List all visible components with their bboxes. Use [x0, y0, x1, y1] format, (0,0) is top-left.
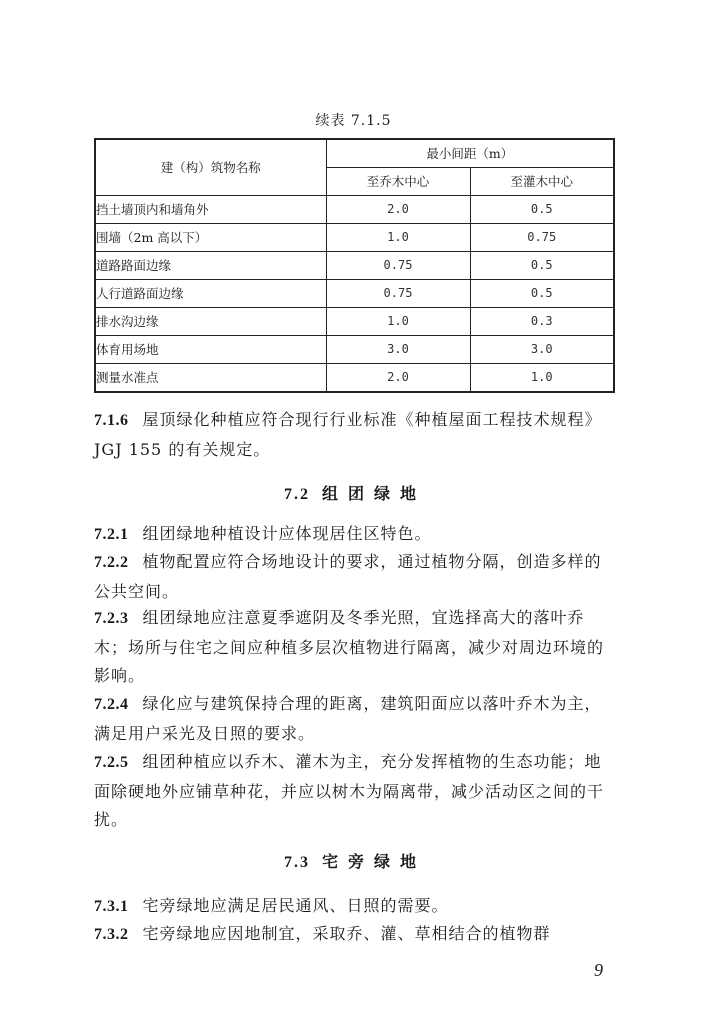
- table-row: [95, 252, 614, 280]
- clause-number: 7.3.2: [94, 926, 129, 943]
- clause-text: 组团绿地种植设计应体现居住区特色。: [142, 524, 432, 543]
- cell-tree: 1.0: [326, 224, 470, 252]
- cell-name: 围墙（2m 高以下）: [95, 224, 326, 252]
- cell-shrub: 1.0: [470, 364, 614, 393]
- cell-shrub: 0.3: [470, 308, 614, 336]
- clause-7-2-1: [94, 520, 616, 550]
- clause-number: 7.2.1: [94, 526, 129, 543]
- header-to-shrub-center: 至灌木中心: [470, 168, 614, 196]
- clause-7-2-5: [94, 748, 616, 835]
- cell-tree: 3.0: [326, 336, 470, 364]
- clause-number: 7.1.6: [94, 412, 129, 429]
- section-title: 组团绿地: [321, 484, 426, 503]
- spacing-table: [94, 138, 615, 393]
- section-heading-7-2: [94, 480, 616, 510]
- table-row: [95, 336, 614, 364]
- header-structure-name: 建（构）筑物名称: [95, 139, 326, 196]
- cell-tree: 2.0: [326, 196, 470, 224]
- table-row: [95, 364, 614, 393]
- clause-7-3-2: [94, 920, 616, 950]
- cell-shrub: 0.5: [470, 196, 614, 224]
- cell-shrub: 3.0: [470, 336, 614, 364]
- cell-shrub: 0.5: [470, 252, 614, 280]
- cell-shrub: 0.75: [470, 224, 614, 252]
- clause-number: 7.2.3: [94, 610, 129, 627]
- clause-7-2-4: [94, 690, 616, 748]
- clause-7-3-1: [94, 892, 616, 922]
- cell-tree: 0.75: [326, 280, 470, 308]
- clause-7-1-6: [94, 406, 616, 464]
- header-min-spacing: 最小间距（m）: [326, 139, 614, 168]
- clause-text: 屋顶绿化种植应符合现行行业标准《种植屋面工程技术规程》JGJ 155 的有关规定。: [94, 410, 602, 459]
- clause-number: 7.2.4: [94, 696, 129, 713]
- cell-tree: 2.0: [326, 364, 470, 393]
- clause-text: 绿化应与建筑保持合理的距离，建筑阳面应以落叶乔木为主，满足用户采光及日照的要求。: [94, 694, 602, 743]
- section-number: 7.3: [283, 854, 310, 871]
- cell-tree: 1.0: [326, 308, 470, 336]
- table-row: [95, 280, 614, 308]
- section-title: 宅旁绿地: [321, 852, 426, 871]
- cell-name: 挡土墙顶内和墙角外: [95, 196, 326, 224]
- clause-text: 组团绿地应注意夏季遮阴及冬季光照，宜选择高大的落叶乔木；场所与住宅之间应种植多层次植物进行隔离，减少对周边环境的影响。: [94, 608, 605, 685]
- cell-shrub: 0.5: [470, 280, 614, 308]
- page-number: 9: [594, 960, 603, 980]
- clause-text: 宅旁绿地应满足居民通风、日照的需要。: [142, 896, 449, 915]
- cell-name: 人行道路面边缘: [95, 280, 326, 308]
- table-row: [95, 308, 614, 336]
- clause-number: 7.3.1: [94, 898, 129, 915]
- clause-number: 7.2.5: [94, 754, 129, 771]
- section-heading-7-3: [94, 848, 616, 878]
- cell-name: 体育用场地: [95, 336, 326, 364]
- header-to-tree-center: 至乔木中心: [326, 168, 470, 196]
- clause-number: 7.2.2: [94, 554, 129, 571]
- clause-7-2-2: [94, 548, 616, 606]
- table-row: [95, 224, 614, 252]
- clause-7-2-3: [94, 604, 616, 691]
- cell-name: 排水沟边缘: [95, 308, 326, 336]
- table-header-row: [95, 139, 614, 168]
- clause-text: 宅旁绿地应因地制宜，采取乔、灌、草相结合的植物群: [142, 924, 551, 943]
- section-number: 7.2: [283, 486, 310, 503]
- cell-name: 道路路面边缘: [95, 252, 326, 280]
- table-caption: 续表 7.1.5: [315, 113, 392, 129]
- cell-name: 测量水准点: [95, 364, 326, 393]
- table-row: [95, 196, 614, 224]
- clause-text: 植物配置应符合场地设计的要求，通过植物分隔，创造多样的公共空间。: [94, 552, 602, 601]
- clause-text: 组团种植应以乔木、灌木为主，充分发挥植物的生态功能；地面除硬地外应铺草种花，并应以树木为隔离带，减少活动区之间的干扰。: [94, 752, 605, 829]
- cell-tree: 0.75: [326, 252, 470, 280]
